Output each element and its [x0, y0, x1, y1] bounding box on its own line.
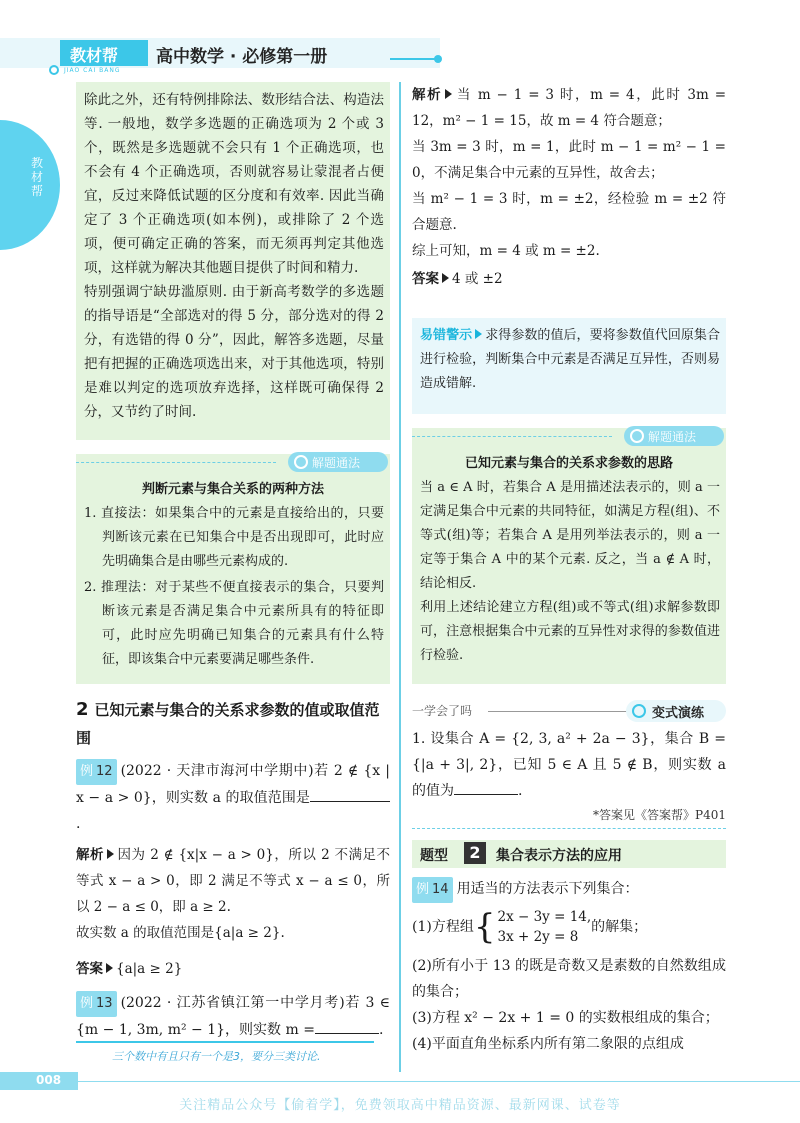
answer-label: 答案 [76, 961, 103, 977]
answer-blank[interactable] [315, 1020, 379, 1034]
dashed-rule [76, 462, 276, 463]
answer-text: 4 或 ±2 [452, 271, 503, 287]
answer-label: 答案 [412, 271, 439, 287]
example-badge: 例 12 [76, 759, 117, 785]
analysis-text: 当 3m = 3 时，m = 1，此时 m − 1 = m² − 1 = 0，不满足集合中元素的互异性，故舍去； [412, 139, 726, 181]
analysis-text: 综上可知，m = 4 或 m = ±2. [412, 243, 600, 259]
practice-tag [626, 700, 726, 722]
learn-rule [488, 711, 628, 712]
example-12-analysis [76, 842, 390, 946]
handwritten-underline [76, 1041, 374, 1043]
method-paragraph: 利用上述结论建立方程(组)或不等式(组)求解参数即可，注意根据集合中元素的互异性对求得的参数值进行检验. [420, 600, 720, 663]
example-badge: 例 14 [412, 877, 453, 903]
answer-blank[interactable] [454, 781, 518, 795]
equation: 3x + 2y = 8 [497, 929, 579, 945]
analysis-text: 当 m² − 1 = 3 时，m = ±2，经检验 m = ±2 符合题意. [412, 191, 726, 233]
type-label: 题型 [420, 848, 448, 864]
example-13-text: (2022 · 江苏省镇江第一中学月考)若 3 ∈ {m − 1, 3m, m² − 1}，则实数 m = [76, 995, 390, 1038]
example-badge: 例 13 [76, 991, 117, 1017]
practice-tag-label: 变式演练 [652, 706, 705, 721]
warning-box [412, 318, 726, 414]
practice-text: 1. 设集合 A = {2, 3, a² + 2a − 3}，集合 B = {|a + 3|, 2}，已知 5 ∈ A 且 5 ∉ B，则实数 a 的值为 [412, 731, 726, 799]
method-title: 判断元素与集合关系的两种方法 [141, 482, 324, 497]
equation: 2x − 3y = 14, [497, 909, 592, 925]
method-item: 1. 直接法：如果集合中的元素是直接给出的，只要判断该元素在已知集合中是否出现即可，此时应先明确集合是由哪些元素构成的. [84, 506, 384, 569]
method-tag-label: 解题通法 [648, 430, 697, 444]
method-tag [624, 426, 724, 446]
ring-icon [49, 65, 59, 75]
example-14-item-1: (1)方程组{ 2x − 3y = 14, 3x + 2y = 8 的解集； [412, 907, 648, 947]
example-13: 例 13 (2022 · 江苏省镇江第一中学月考)若 3 ∈ {m − 1, 3m, m² − 1}，则实数 m = . [76, 990, 390, 1043]
analysis-label: 解析 [412, 87, 443, 103]
practice-question: 1. 设集合 A = {2, 3, a² + 2a − 3}，集合 B = {|a + 3|, 2}，已知 5 ∈ A 且 5 ∉ B，则实数 a 的值为 . [412, 731, 726, 799]
example-14 [412, 876, 726, 1057]
header-divider [390, 58, 435, 60]
watermark: 关注精品公众号【偷着学】，免费领取高中精品资源、最新网课、试卷等 [179, 1098, 621, 1113]
example-14-item-2: (2)所有小于 13 的既是奇数又是素数的自然数组成的集合； [412, 958, 726, 1000]
method-item: 2. 推理法：对于某些不便直接表示的集合，只要判断该元素是否满足集合中元素所具有的特征即可，此时应先明确已知集合的元素具有什么特征，即该集合中元素要满足哪些条件. [84, 580, 384, 667]
type-title: 集合表示方法的应用 [496, 848, 622, 864]
method-tag [288, 452, 388, 472]
section-title: 已知元素与集合的关系求参数的值或取值范围 [76, 701, 380, 747]
brace-icon: { [473, 907, 496, 947]
tip-box [76, 82, 390, 440]
section-heading [76, 696, 390, 752]
tip-paragraph: 除此之外，还有特例排除法、数形结合法、构造法等. 一般地，数学多选题的正确选项为 2 个或 3 个，既然是多选题就不会只有 1 个正确选项，也不会有 4 个正确选项，否则就容易让蒙混者占便宜，反过来降低试题的区分度和有效率. 因此当确定了 3 个正确选项(如本例)，或排除了 2 个选项，便可确定正确的答案，而无须再判定其他选项，这样就为解决其他题目提供了时间和精力. [84, 92, 384, 276]
practice-header [412, 700, 726, 722]
example-12-text: (2022 · 天津市海河中学期中)若 2 ∉ {x | x − a > 0}，则实数 a 的取值范围是 [76, 763, 390, 806]
side-tab-label: 教材帮 [30, 156, 43, 198]
column-divider [399, 82, 401, 1072]
dashed-rule [412, 828, 726, 829]
triangle-icon [106, 963, 113, 973]
example-14-item-4: (4)平面直角坐标系内所有第二象限的点组成 [412, 1036, 684, 1052]
brand-logo-sub: JIAO CAI BANG [64, 67, 121, 74]
practice-answer-ref: *答案见《答案帮》P401 [593, 808, 726, 822]
example-14-item-3: (3)方程 x² − 2x + 1 = 0 的实数根组成的集合； [412, 1010, 719, 1026]
question-type-bar [412, 840, 726, 868]
footer-rule [78, 1081, 800, 1082]
answer-text: {a|a ≥ 2} [116, 961, 183, 977]
method-tag-label: 解题通法 [312, 456, 361, 470]
header-dot-icon [434, 55, 442, 63]
example-13-analysis [412, 82, 726, 292]
practice-icon [632, 704, 646, 718]
page-number: 008 [36, 1073, 62, 1087]
page-header [0, 0, 800, 80]
tip-paragraph: 特别强调宁缺毋滥原则. 由于新高考数学的多选题的指导语是“全部选对的得 5 分，部分选对的得 2 分，有选错的得 0 分”，因此，解答多选题，尽量把有把握的正确选项选出来，对于其他选项，特别是难以判定的选项放弃选择，这样既可确保得 2 分，又节约了时间. [84, 284, 384, 420]
type-number: 2 [464, 842, 486, 864]
method-icon [294, 455, 308, 469]
warning-label: 易错警示 [420, 328, 473, 343]
warning-text: 求得参数的值后，要将参数值代回原集合进行检验，判断集合中元素是否满足互异性，否则易造成错解. [420, 328, 720, 391]
analysis-text: 当 m − 1 = 3 时，m = 4，此时 3m = 12，m² − 1 = 15，故 m = 4 符合题意； [412, 87, 727, 129]
triangle-icon [445, 89, 452, 99]
method-paragraph: 当 a ∈ A 时，若集合 A 是用描述法表示的，则 a 一定满足集合中元素的共同特征，如满足方程(组)、不等式(组)等；若集合 A 是用列举法表示的，则 a 一定等于集合 A 中的某个元素. 反之，当 a ∉ A 时，结论相反. [420, 480, 720, 591]
brand-logo: 教材帮 [60, 40, 148, 66]
example-12-answer [76, 956, 390, 982]
triangle-icon [107, 849, 114, 859]
method-icon [630, 429, 644, 443]
analysis-text: 因为 2 ∉ {x|x − a > 0}，所以 2 不满足不等式 x − a > 0，即 2 满足不等式 x − a ≤ 0，所以 2 − a ≤ 0，即 a ≥ 2. [76, 847, 390, 915]
book-title: 高中数学 · 必修第一册 [156, 47, 328, 67]
learn-label: 一学会了吗 [412, 704, 473, 718]
section-number: 2 [76, 699, 89, 720]
triangle-icon [475, 329, 482, 339]
method-title: 已知元素与集合的关系求参数的思路 [464, 456, 673, 471]
example-14-text: 用适当的方法表示下列集合： [456, 881, 639, 897]
answer-blank[interactable] [310, 788, 390, 802]
handwritten-note: 三个数中有且只有一个是3，要分三类讨论. [112, 1050, 321, 1063]
example-12: 例 12 (2022 · 天津市海河中学期中)若 2 ∉ {x | x − a > 0}，则实数 a 的取值范围是. [76, 758, 390, 837]
method-box-left [76, 454, 390, 684]
method-box-right [412, 428, 726, 684]
analysis-text: 故实数 a 的取值范围是{a|a ≥ 2}. [76, 925, 285, 941]
dashed-rule [412, 436, 612, 437]
triangle-icon [442, 273, 449, 283]
analysis-label: 解析 [76, 847, 104, 863]
